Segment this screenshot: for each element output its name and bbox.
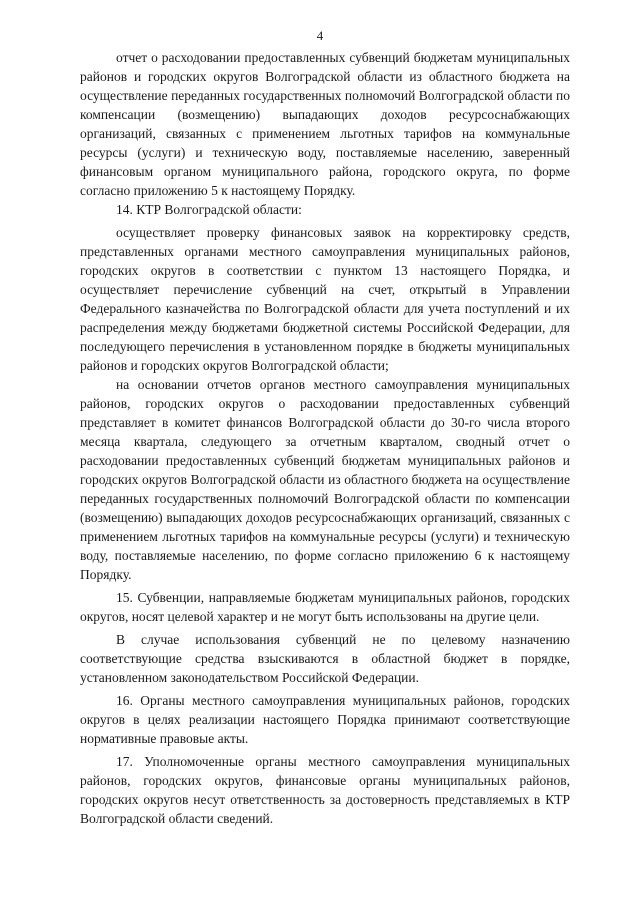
- page-number: 4: [316, 28, 324, 43]
- paragraph: 16. Органы местного самоуправления муниципальных районов, городских округов в целях реализации настоящего Порядка принимают соответствующие нормативные правовые акты.: [80, 693, 570, 746]
- section-heading-14: 14. КТР Волгоградской области:: [116, 202, 302, 217]
- document-body: [80, 48, 570, 828]
- paragraph: 17. Уполномоченные органы местного самоуправления муниципальных районов, городских округов, финансовые органы муниципальных районов, городских округов несут ответственность за достоверность представляемых в КТР Волгоградской области сведений.: [80, 754, 570, 826]
- paragraph: на основании отчетов органов местного самоуправления муниципальных районов, городских округов о расходовании предоставленных субвенций представляет в комитет финансов Волгоградской области до 30-го числа второго месяца квартала, следующего за отчетным кварталом, сводный отчет о расходовании предоставленных субвенций бюджетам муниципальных районов и городских округов Волгоградской области из областного бюджета на осуществление переданных государственных полномочий Волгоградской области по компенсации (возмещению) выпадающих доходов ресурсоснабжающих организаций, связанных с применением льготных тарифов на коммунальные ресурсы (услуги) и техническую воду, поставляемые населению, по форме согласно приложению 6 к настоящему Порядку.: [80, 377, 570, 582]
- paragraph: отчет о расходовании предоставленных субвенций бюджетам муниципальных районов и городских округов Волгоградской области из областного бюджета на осуществление переданных государственных полномочий Волгоградской области по компенсации (возмещению) выпадающих доходов ресурсоснабжающих организаций, связанных с применением льготных тарифов на коммунальные ресурсы (услуги) и техническую воду, поставляемые населению, заверенный финансовым органом муниципального района, городского округа, по форме согласно приложению 5 к настоящему Порядку.: [80, 50, 570, 198]
- paragraph: 15. Субвенции, направляемые бюджетам муниципальных районов, городских округов, носят целевой характер и не могут быть использованы на другие цели.: [80, 590, 570, 624]
- paragraph: осуществляет проверку финансовых заявок на корректировку средств, представленных органами местного самоуправления муниципальных районов, городских округов в соответствии с пунктом 13 настоящего Порядка, и осуществляет перечисление субвенций на счет, открытый в Управлении Федерального казначейства по Волгоградской области для учета поступлений и их распределения между бюджетами бюджетной системы Российской Федерации, для последующего перечисления в установленном порядке в бюджеты муниципальных районов и городских округов Волгоградской области;: [80, 225, 570, 373]
- paragraph: В случае использования субвенций не по целевому назначению соответствующие средства взыскиваются в областной бюджет в порядке, установленном законодательством Российской Федерации.: [80, 632, 570, 685]
